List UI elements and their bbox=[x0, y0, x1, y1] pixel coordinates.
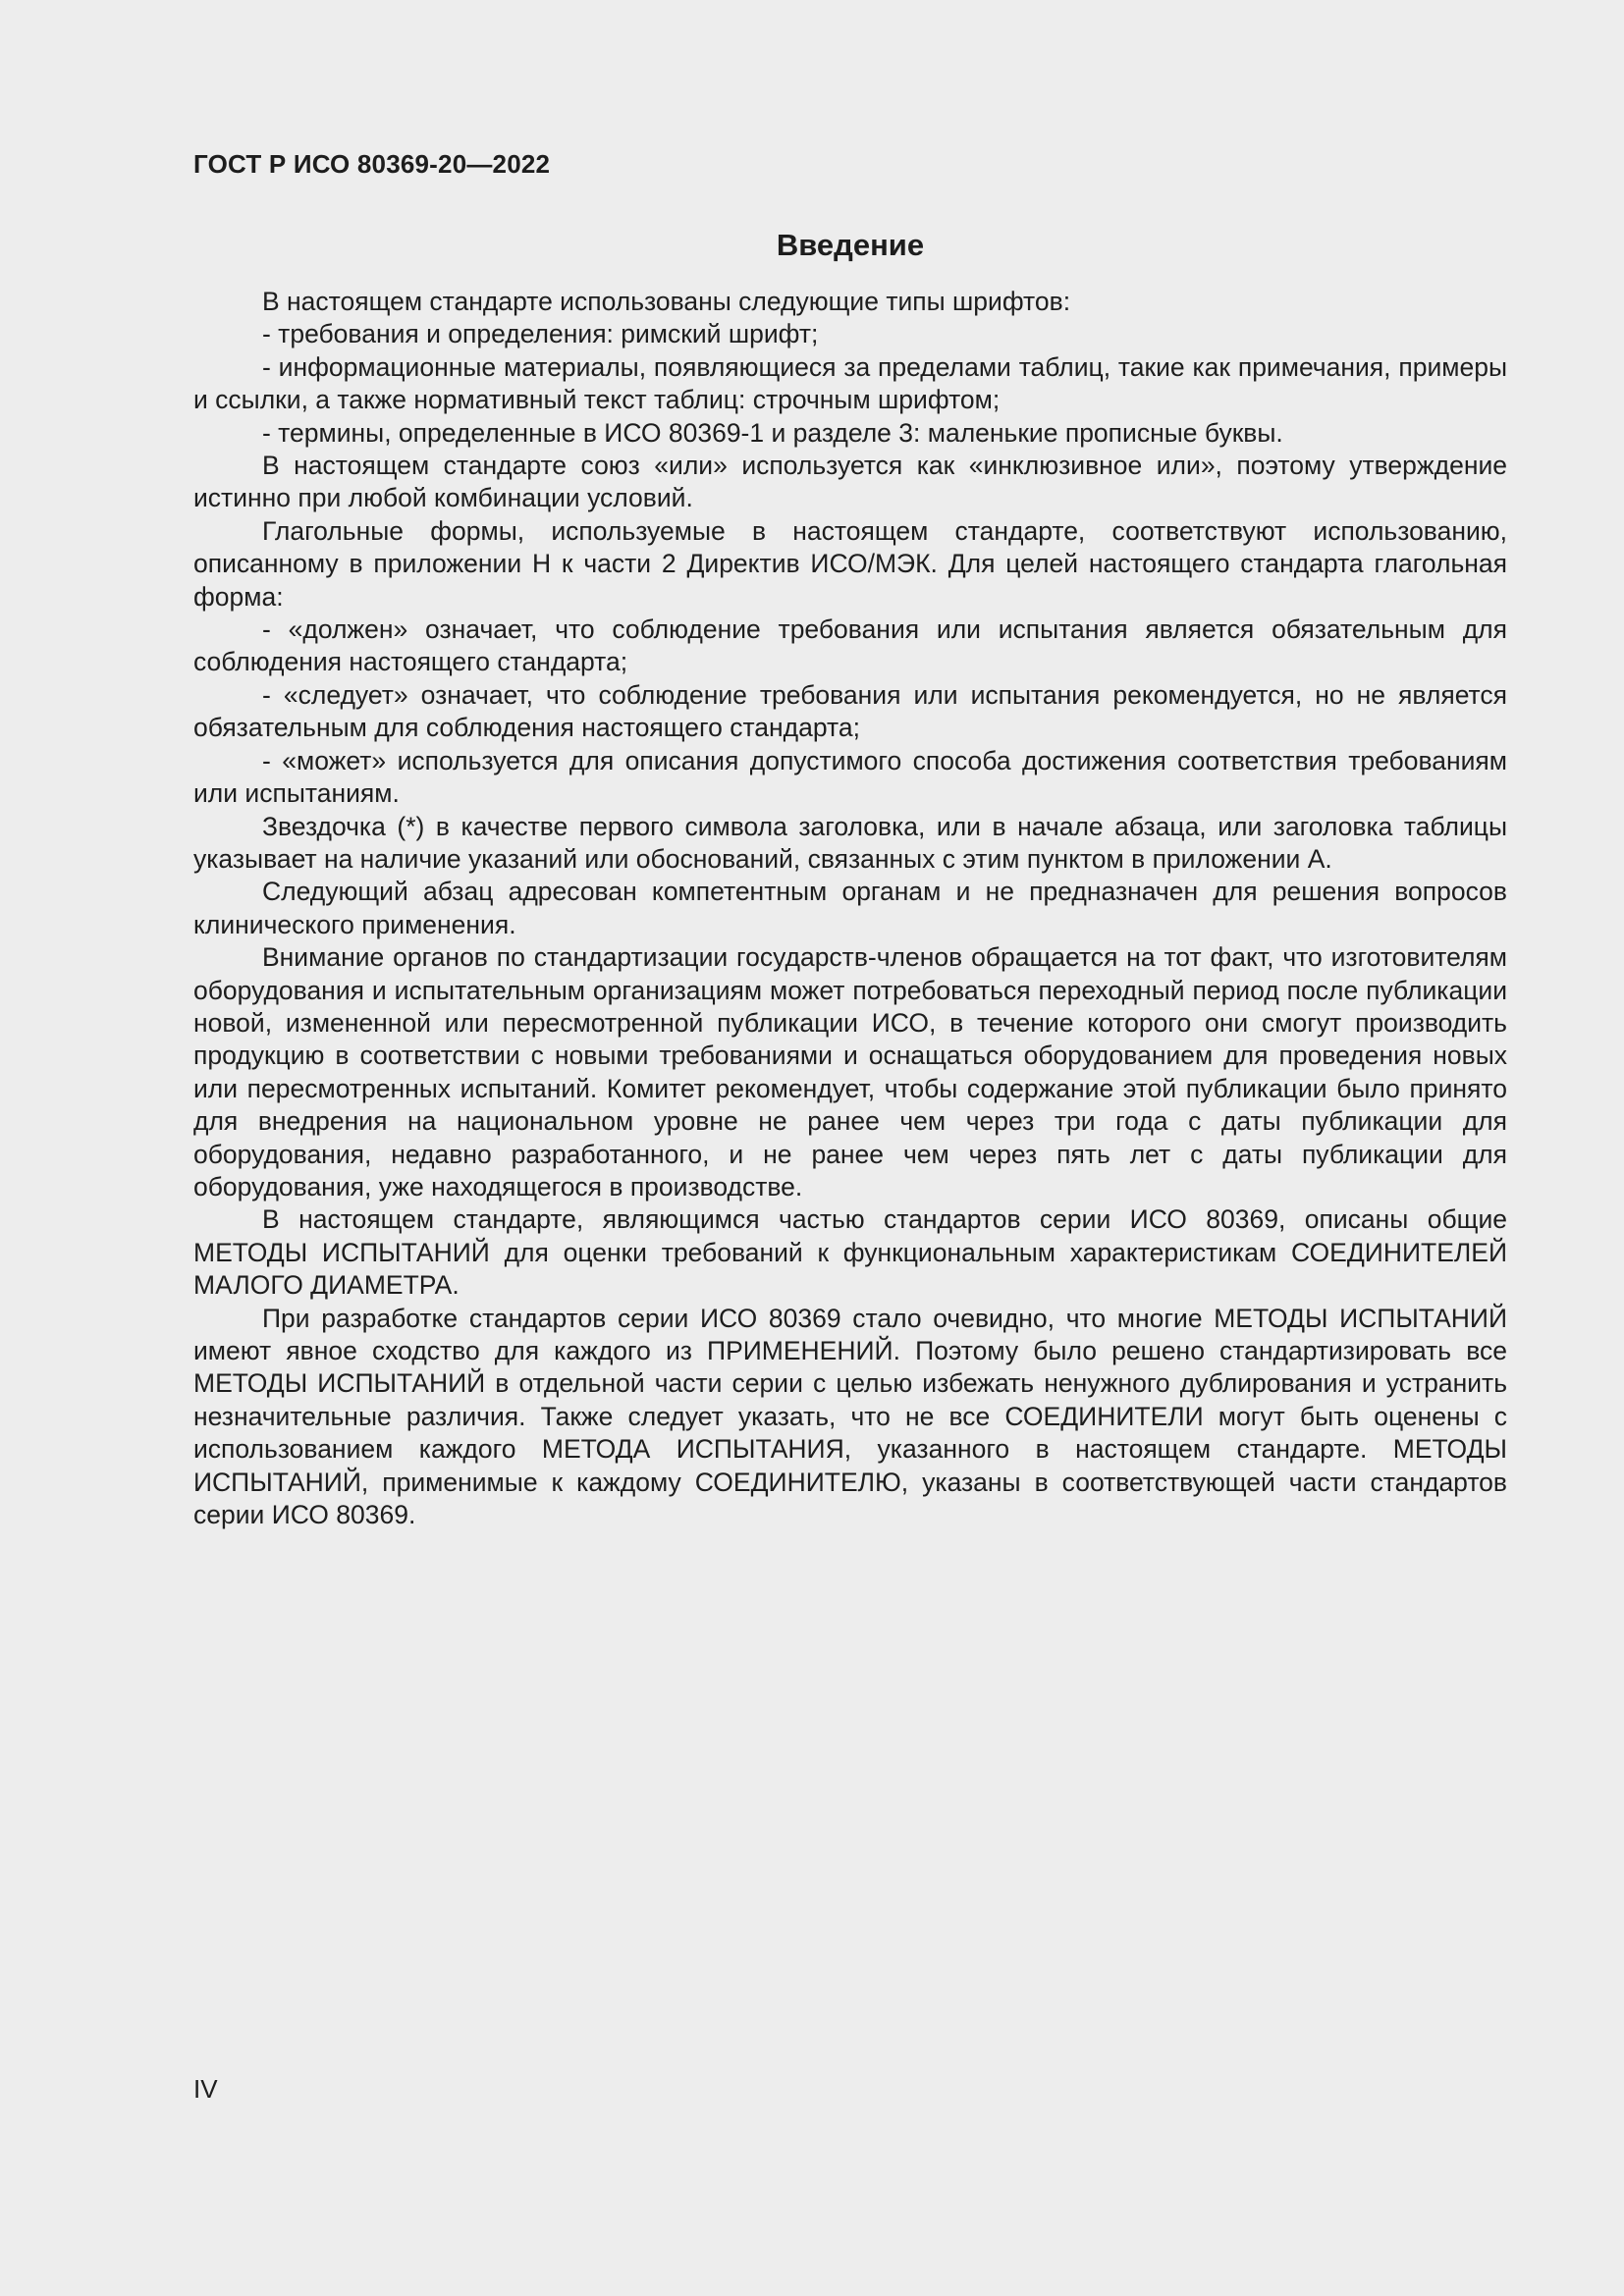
list-item: - «может» используется для описания допустимого способа достижения соответствия требованиям или испытаниям. bbox=[193, 745, 1507, 809]
paragraph: Звездочка (*) в качестве первого символа заголовка, или в начале абзаца, или заголовка таблицы указывает на наличие указаний или обоснований, связанных с этим пунктом в приложении A. bbox=[193, 811, 1507, 874]
list-item: - информационные материалы, появляющиеся за пределами таблиц, такие как примечания, примеры и ссылки, а также нормативный текст таблиц: строчным шрифтом; bbox=[193, 351, 1507, 415]
list-item: - термины, определенные в ИСО 80369-1 и разделе 3: маленькие прописные буквы. bbox=[262, 417, 1283, 448]
section-title: Введение bbox=[776, 228, 925, 262]
page-number: IV bbox=[193, 2074, 218, 2104]
paragraph: Внимание органов по стандартизации государств-членов обращается на тот факт, что изготовителям оборудования и испытательным организациям может потребоваться переходный период после публикации новой, измененной или пересмотренной публикации ИСО, в течение которого они смогут производить продукцию в соответствии с новыми требованиями и оснащаться оборудованием для проведения новых или пересмотренных испытаний. Комитет рекомендует, чтобы содержание этой публикации было принято для внедрения на национальном уровне не ранее чем через три года с даты публикации для оборудования, недавно разработанного, и не ранее чем через пять лет с даты публикации для оборудования, уже находящегося в производстве. bbox=[193, 942, 1507, 1201]
list-item: - «следует» означает, что соблюдение требования или испытания рекомендуется, но не является обязательным для соблюдения настоящего стандарта; bbox=[193, 679, 1507, 743]
list-item: - требования и определения: римский шрифт; bbox=[262, 319, 819, 349]
paragraph: Следующий абзац адресован компетентным органам и не предназначен для решения вопросов клинического применения. bbox=[193, 877, 1507, 939]
paragraph: В настоящем стандарте союз «или» используется как «инклюзивное или», поэтому утверждение истинно при любой комбинации условий. bbox=[193, 451, 1507, 513]
document-header: ГОСТ Р ИСО 80369-20—2022 bbox=[193, 149, 551, 179]
paragraph: Глагольные формы, используемые в настоящем стандарте, соответствуют использованию, описанному в приложении H к части 2 Директив ИСО/МЭК. Для целей настоящего стандарта глагольная форма: bbox=[193, 515, 1507, 612]
paragraph: При разработке стандартов серии ИСО 80369 стало очевидно, что многие МЕТОДЫ ИСПЫТАНИЙ имеют явное сходство для каждого из ПРИМЕНЕНИЙ. Поэтому было решено стандартизировать все МЕТОДЫ ИСПЫТАНИЙ в отдельной части серии с целью избежать ненужного дублирования и устранить незначительные различия. Также следует указать, что не все СОЕДИНИТЕЛИ могут быть оценены с использованием каждого МЕТОДА ИСПЫТАНИЯ, указанного в настоящем стандарте. МЕТОДЫ ИСПЫТАНИЙ, применимые к каждому СОЕДИНИТЕЛЮ, указаны в соответствующей части стандартов серии ИСО 80369. bbox=[193, 1303, 1507, 1530]
list-item: - «должен» означает, что соблюдение требования или испытания является обязательным для соблюдения настоящего стандарта; bbox=[193, 614, 1507, 677]
paragraph: В настоящем стандарте использованы следующие типы шрифтов: bbox=[262, 287, 1071, 316]
paragraph: В настоящем стандарте, являющимся частью стандартов серии ИСО 80369, описаны общие МЕТОДЫ ИСПЫТАНИЙ для оценки требований к функциональным характеристикам СОЕДИНИТЕЛЕЙ МАЛОГО ДИАМЕТРА. bbox=[193, 1204, 1507, 1301]
section-body bbox=[193, 286, 1507, 1531]
